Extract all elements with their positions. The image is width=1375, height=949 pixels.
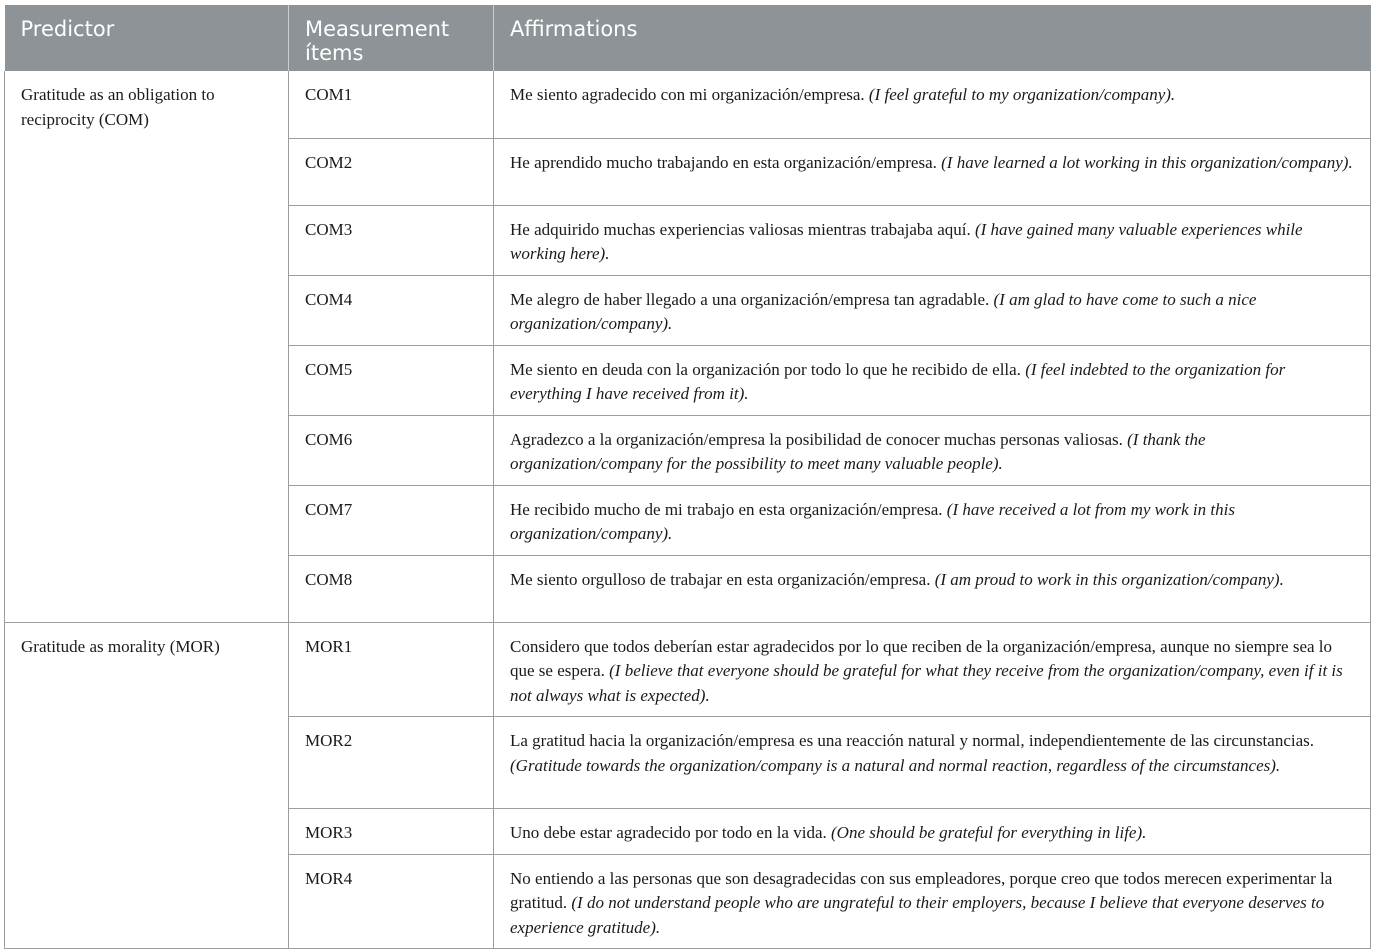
affirmation-cell	[494, 555, 1371, 622]
item-cell: COM6	[289, 415, 494, 485]
affirmation-english: (I have gained many valuable experiences while working here).	[510, 219, 1303, 263]
header-measurement-items: Measurement ítems	[289, 5, 494, 71]
affirmation-spanish: Me siento orgulloso de trabajar en esta organización/empresa.	[510, 569, 931, 589]
item-cell: COM2	[289, 138, 494, 205]
table-body	[5, 71, 1371, 949]
item-cell: MOR1	[289, 622, 494, 717]
affirmation-english: (I thank the organization/company for the possibility to meet many valuable people).	[510, 429, 1206, 473]
affirmation-cell	[494, 205, 1371, 275]
table-row	[5, 622, 1371, 717]
predictor-cell: Gratitude as morality (MOR)	[5, 622, 289, 949]
affirmation-cell	[494, 275, 1371, 345]
affirmation-english: (I am glad to have come to such a nice organization/company).	[510, 289, 1257, 333]
affirmation-spanish: Considero que todos deberían estar agradecidos por lo que reciben de la organización/empresa, aunque no siempre sea lo que se espera.	[510, 636, 1333, 680]
header-affirmations: Affirmations	[494, 5, 1371, 71]
affirmation-english: (One should be grateful for everything in life).	[831, 823, 1147, 842]
affirmation-spanish: He aprendido mucho trabajando en esta organización/empresa.	[510, 152, 937, 172]
affirmation-spanish: Me alegro de haber llegado a una organización/empresa tan agradable.	[510, 289, 990, 309]
affirmation-cell	[494, 717, 1371, 809]
affirmation-spanish: Uno debe estar agradecido por todo en la vida.	[510, 823, 827, 842]
item-cell: COM5	[289, 345, 494, 415]
affirmation-cell	[494, 138, 1371, 205]
affirmation-english: (I believe that everyone should be grateful for what they receive from the organization/company, even if it is not always what is expected).	[510, 661, 1343, 705]
measurement-table	[4, 5, 1371, 949]
item-cell: COM4	[289, 275, 494, 345]
affirmation-spanish: Agradezco a la organización/empresa la posibilidad de conocer muchas personas valiosas.	[510, 429, 1123, 449]
item-cell: MOR3	[289, 809, 494, 855]
affirmation-cell	[494, 415, 1371, 485]
affirmation-cell	[494, 345, 1371, 415]
predictor-cell: Gratitude as an obligation to reciprocity (COM)	[5, 71, 289, 622]
header-predictor: Predictor	[5, 5, 289, 71]
item-cell: COM3	[289, 205, 494, 275]
affirmation-english: (I am proud to work in this organization/company).	[934, 569, 1284, 589]
affirmation-spanish: Me siento agradecido con mi organización/empresa.	[510, 85, 865, 104]
affirmation-spanish: Me siento en deuda con la organización por todo lo que he recibido de ella.	[510, 359, 1021, 379]
item-cell: MOR2	[289, 717, 494, 809]
affirmation-english: (I feel indebted to the organization for everything I have received from it).	[510, 359, 1286, 403]
affirmation-english: (I have received a lot from my work in this organization/company).	[510, 499, 1235, 543]
affirmation-spanish: He recibido mucho de mi trabajo en esta organización/empresa.	[510, 499, 943, 519]
table-header	[5, 5, 1371, 71]
affirmation-cell	[494, 71, 1371, 138]
item-cell: COM8	[289, 555, 494, 622]
affirmation-english: (I do not understand people who are ungrateful to their employers, because I believe that everyone deserves to experience gratitude).	[510, 893, 1325, 937]
affirmation-spanish: No entiendo a las personas que son desagradecidas con sus empleadores, porque creo que todos merecen experimentar la gratitud.	[510, 868, 1333, 912]
item-cell: COM7	[289, 485, 494, 555]
affirmation-spanish: He adquirido muchas experiencias valiosas mientras trabajaba aquí.	[510, 219, 971, 239]
affirmation-spanish: La gratitud hacia la organización/empresa es una reacción natural y normal, independientemente de las circunstancias.	[510, 731, 1315, 750]
item-cell: MOR4	[289, 854, 494, 949]
affirmation-cell	[494, 485, 1371, 555]
affirmation-cell	[494, 809, 1371, 855]
table-row	[5, 71, 1371, 138]
affirmation-english: (I feel grateful to my organization/company).	[868, 85, 1176, 104]
affirmation-english: (Gratitude towards the organization/company is a natural and normal reaction, regardless of the circumstances).	[510, 755, 1281, 775]
item-cell: COM1	[289, 71, 494, 138]
affirmation-english: (I have learned a lot working in this organization/company).	[941, 152, 1353, 172]
header-row	[5, 5, 1371, 71]
affirmation-cell	[494, 854, 1371, 949]
affirmation-cell	[494, 622, 1371, 717]
